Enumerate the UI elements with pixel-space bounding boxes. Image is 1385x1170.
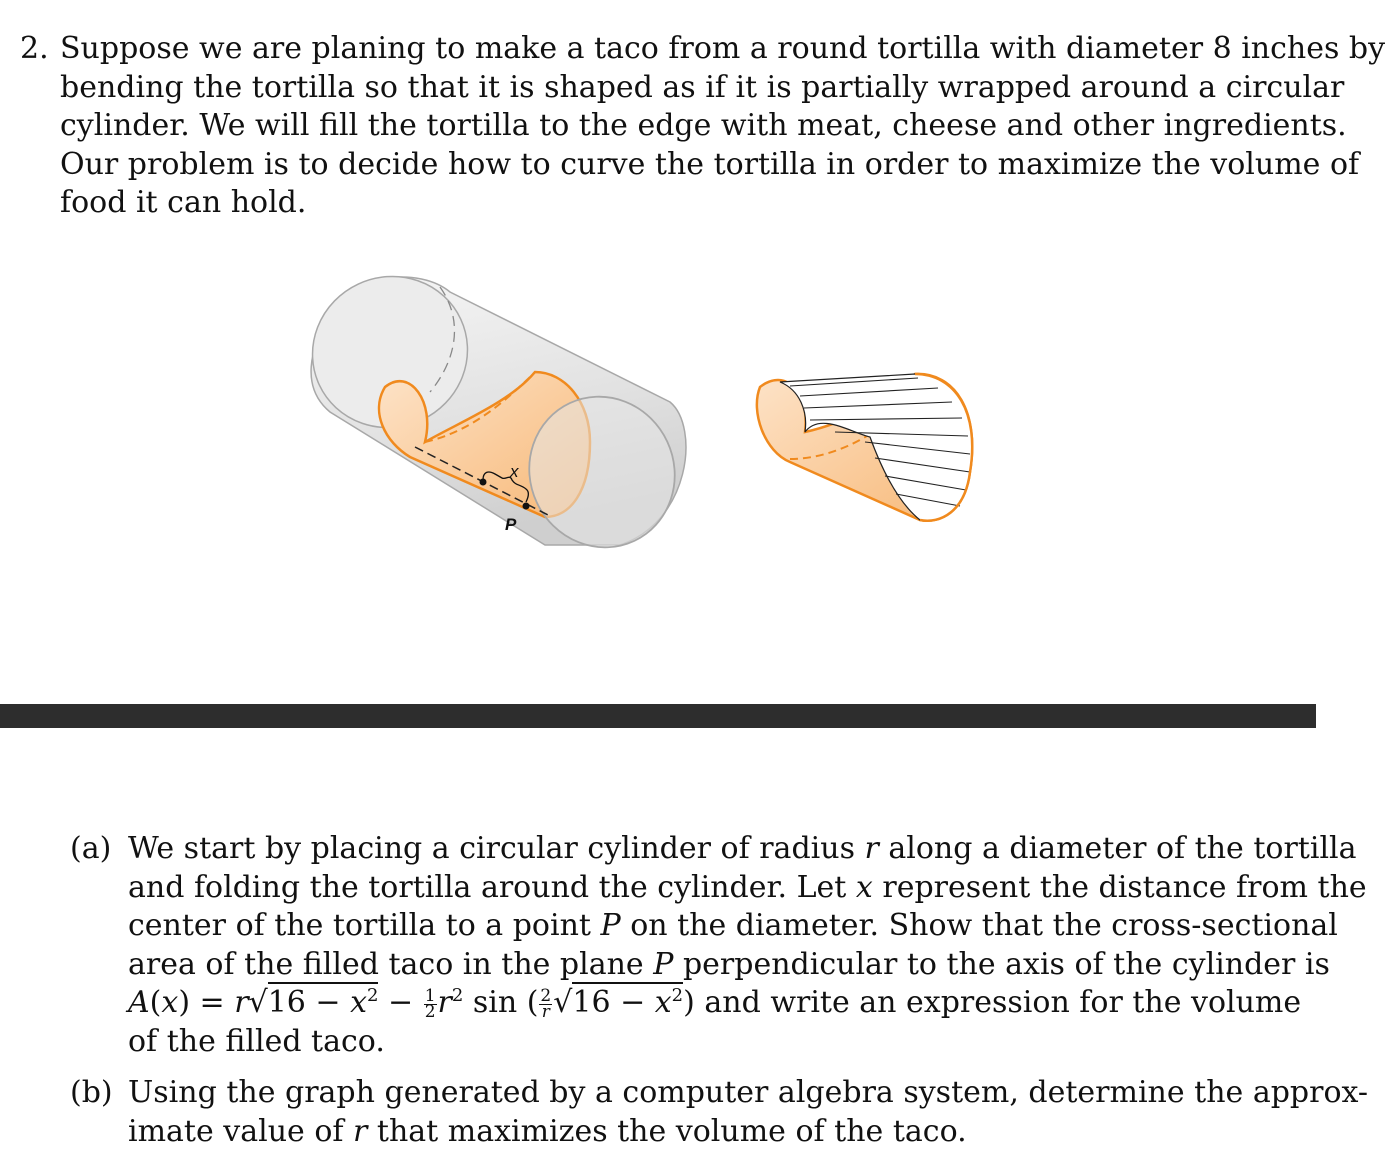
part-a-text (128, 830, 1367, 1061)
part-a-line-3: center of the tortilla to a point P on the diameter. Show that the cross-sectional (128, 908, 1338, 943)
intro-line-5: food it can hold. (60, 185, 307, 220)
page-divider (0, 704, 1316, 728)
intro-line-1: Suppose we are planing to make a taco from a round tortilla with diameter 8 inches by (60, 31, 1385, 66)
part-a-line-2: and folding the tortilla around the cylinder. Let x represent the distance from the (128, 869, 1367, 905)
problem-intro (60, 30, 1385, 223)
cylinder-diagram (288, 251, 700, 571)
intro-line-4: Our problem is to decide how to curve the tortilla in order to maximize the volume of (60, 146, 1360, 182)
taco-figure (290, 262, 990, 562)
problem-number: 2. (20, 31, 49, 66)
part-a-line-1: We start by placing a circular cylinder of radius r along a diameter of the tortilla (128, 831, 1357, 866)
intro-line-2: bending the tortilla so that it is shaped as if it is partially wrapped around a circular (60, 69, 1345, 105)
filled-taco-diagram (757, 374, 972, 521)
formula-tail-text: and write an expression for the volume (704, 985, 1302, 1020)
point-p (523, 503, 530, 510)
part-a-line-6: of the filled taco. (128, 1023, 385, 1059)
label-x: x (510, 462, 519, 481)
part-b-label: (b) (70, 1075, 113, 1110)
part-b-line-2: imate value of r that maximizes the volume of the taco. (128, 1113, 967, 1149)
part-a-label: (a) (70, 831, 112, 866)
part-a-line-4: area of the filled taco in the plane P perpendicular to the axis of the cylinder is (128, 946, 1330, 982)
part-b-text (128, 1074, 1369, 1151)
area-formula-line: $A(x) = r√16 - x^2$ − $\frac{1}{2}$ $r^2$ sin ( $\frac{2}{r}$ $√16 - x^2$) and write an expression for the volume (128, 984, 1230, 1023)
intro-line-3: cylinder. We will fill the tortilla to the edge with meat, cheese and other ingredients. (60, 108, 1347, 143)
label-p: P (505, 515, 517, 534)
part-b-line-1: Using the graph generated by a computer algebra system, determine the approx- (128, 1075, 1369, 1110)
